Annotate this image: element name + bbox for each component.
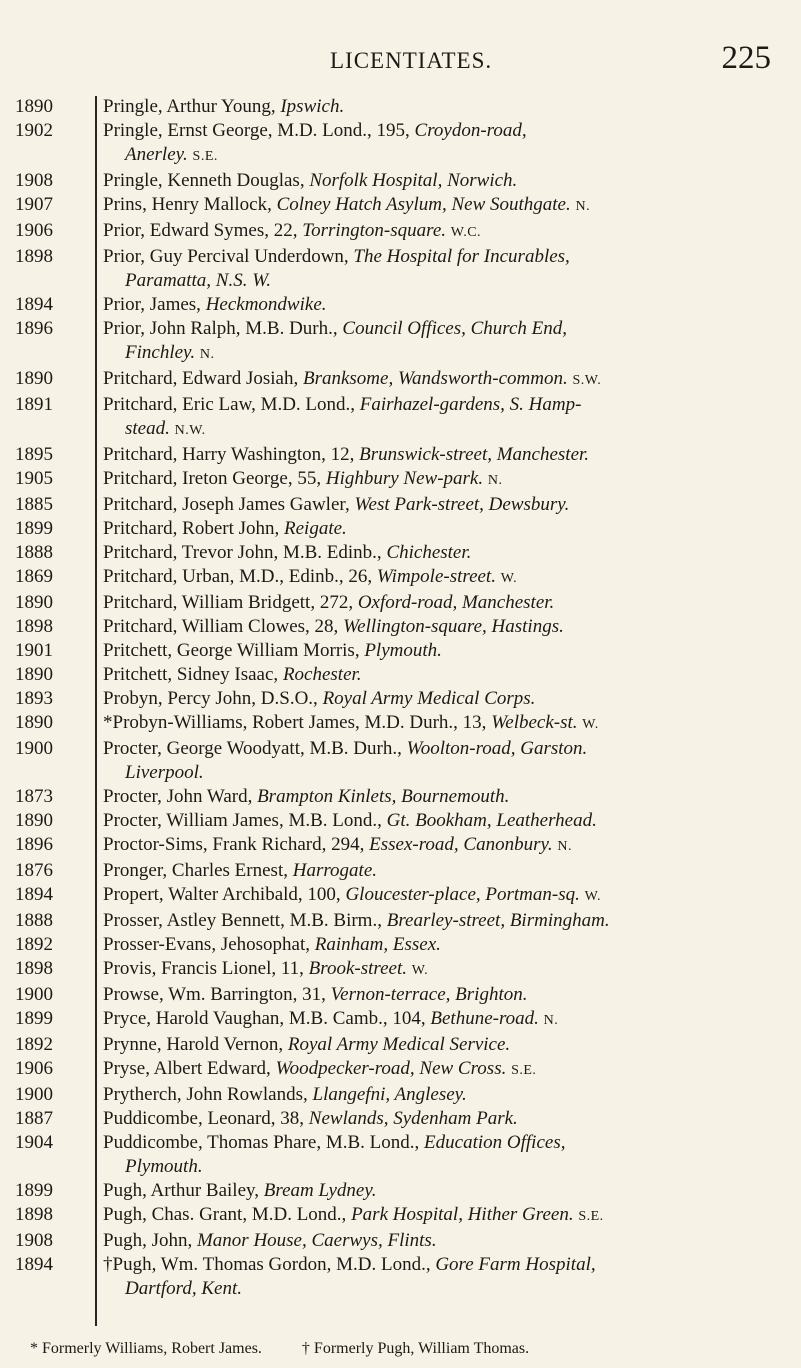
entry-text [95,663,793,687]
entry-row [0,663,801,687]
entry-text [95,367,793,393]
entry-address-continued: Paramatta, N.S. W. [125,270,272,291]
entry-year: 1873 [15,786,53,807]
entry-row [0,859,801,883]
entry-name: Puddicombe, Thomas Phare, M.B. Lond., [103,1132,420,1153]
entry-address: Norfolk Hospital, Norwich. [309,170,518,191]
entry-year: 1876 [15,860,53,881]
entry-address: Royal Army Medical Service. [287,1034,511,1055]
entry-year: 1895 [15,444,53,465]
entry-year: 1908 [15,170,53,191]
entry-text [95,809,793,833]
entry-text [95,687,793,711]
entry-address: The Hospital for Incurables, [353,246,570,267]
entry-year: 1892 [15,934,53,955]
entry-year: 1904 [15,1132,53,1153]
entry-postal-district: W. [584,889,602,904]
entry-name: Provis, Francis Lionel, 11, [103,958,304,979]
entry-text [95,859,793,883]
entry-row [0,119,801,169]
entry-text [95,1007,793,1033]
entry-row [0,517,801,541]
entry-name: Pritchard, Joseph James Gawler, [103,494,350,515]
entry-address: Council Offices, Church End, [342,318,568,339]
entry-year: 1908 [15,1230,53,1251]
entry-address: Education Offices, [424,1132,566,1153]
entry-name: Pritchard, Robert John, [103,518,280,539]
entry-name: Prosser, Astley Bennett, M.B. Birm., [103,910,382,931]
entry-postal-district: N. [575,199,591,214]
entry-text [95,1083,793,1107]
entry-year: 1899 [15,1008,53,1029]
entry-text [95,443,793,467]
entry-row [0,193,801,219]
entry-name: Pryce, Harold Vaughan, M.B. Camb., 104, [103,1008,426,1029]
entry-row [0,1253,801,1301]
entry-name: Pronger, Charles Ernest, [103,860,288,881]
entry-row [0,957,801,983]
entry-name: Prowse, Wm. Barrington, 31, [103,984,326,1005]
entry-postal-district: S.E. [192,149,218,164]
entry-year: 1888 [15,542,53,563]
entry-name: Pritchard, William Clowes, 28, [103,616,339,637]
entry-row [0,737,801,785]
entry-address-continued: stead. [125,418,170,439]
entry-text [95,317,793,367]
entry-text [95,883,793,909]
entry-year: 1869 [15,566,53,587]
entry-address: West Park-street, Dewsbury. [354,494,570,515]
entry-postal-district: W. [500,571,518,586]
footnote-star: * Formerly Williams, Robert James. [30,1340,262,1357]
entry-row [0,245,801,293]
entry-year: 1902 [15,120,53,141]
entry-name: Pritchard, Harry Washington, 12, [103,444,355,465]
entry-row [0,1229,801,1253]
entry-text [95,615,793,639]
entry-year: 1901 [15,640,53,661]
entry-year: 1890 [15,96,53,117]
entry-name: Prior, John Ralph, M.B. Durh., [103,318,338,339]
entry-postal-district: S.E. [578,1209,604,1224]
entry-row [0,293,801,317]
entry-row [0,1083,801,1107]
entry-text [95,193,793,219]
entry-text [95,1107,793,1131]
page-header [0,40,801,80]
entry-postal-district: W. [582,717,599,732]
entry-text [95,493,793,517]
entry-address: Plymouth. [364,640,442,661]
entry-address: Bream Lydney. [263,1180,377,1201]
entry-text [95,541,793,565]
entry-year: 1885 [15,494,53,515]
entry-address: Gore Farm Hospital, [435,1254,596,1275]
entry-row [0,615,801,639]
entry-row [0,1131,801,1179]
entry-row [0,1007,801,1033]
entry-name: Pritchard, Eric Law, M.D. Lond., [103,394,356,415]
entry-address: Newlands, Sydenham Park. [308,1108,518,1129]
entry-text [95,1203,793,1229]
entry-address: Oxford-road, Manchester. [357,592,555,613]
running-title: LICENTIATES. [330,48,493,73]
entry-row [0,219,801,245]
entry-row [0,393,801,443]
footnotes [30,1340,780,1358]
entry-address: Branksome, Wandsworth-common. [302,368,568,389]
entry-name: Puddicombe, Leonard, 38, [103,1108,305,1129]
entry-text [95,245,793,293]
entry-address: Manor House, Caerwys, Flints. [196,1230,437,1251]
entry-text [95,467,793,493]
entry-year: 1894 [15,1254,53,1275]
entry-year: 1898 [15,246,53,267]
entry-postal-district: S.W. [572,373,602,388]
entry-address-continued: Liverpool. [125,762,204,783]
entry-row [0,933,801,957]
entry-row [0,833,801,859]
entry-row [0,687,801,711]
entry-year: 1896 [15,318,53,339]
entry-name: Propert, Walter Archibald, 100, [103,884,341,905]
entry-address: Wimpole-street. [376,566,496,587]
licentiates-list [0,95,801,1301]
entry-text [95,169,793,193]
entry-year: 1890 [15,664,53,685]
entry-address-continued: Plymouth. [125,1156,203,1177]
entry-name: Pringle, Kenneth Douglas, [103,170,305,191]
entry-row [0,95,801,119]
entry-address: Brunswick-street, Manchester. [359,444,590,465]
entry-text [95,293,793,317]
entry-row [0,565,801,591]
entry-year: 1888 [15,910,53,931]
entry-address: Vernon-terrace, Brighton. [330,984,528,1005]
entry-name: Pringle, Arthur Young, [103,96,276,117]
entry-row [0,883,801,909]
entry-row [0,541,801,565]
entry-name: *Probyn-Williams, Robert James, M.D. Durh., 13, [103,712,487,733]
entry-address: Croydon-road, [414,120,527,141]
entry-address: Ipswich. [280,96,345,117]
entry-name: Pritchett, George William Morris, [103,640,360,661]
entry-year: 1898 [15,616,53,637]
entry-text [95,517,793,541]
entry-address: Woolton-road, Garston. [406,738,588,759]
entry-year: 1894 [15,294,53,315]
entry-address: Rainham, Essex. [314,934,441,955]
entry-address: Essex-road, Canonbury. [369,834,553,855]
entry-row [0,639,801,663]
entry-address-continued: Anerley. [125,144,188,165]
entry-name: Pugh, John, [103,1230,193,1251]
entry-name: Prins, Henry Mallock, [103,194,272,215]
entry-address: Wellington-square, Hastings. [343,616,564,637]
entry-text [95,1179,793,1203]
entry-row [0,909,801,933]
entry-address: Reigate. [284,518,347,539]
entry-text [95,785,793,809]
entry-row [0,169,801,193]
entry-text [95,219,793,245]
entry-postal-district: N. [557,839,572,854]
entry-address: Rochester. [282,664,362,685]
entry-row [0,785,801,809]
entry-postal-district: N. [199,347,215,362]
entry-name: Procter, William James, M.B. Lond., [103,810,382,831]
entry-year: 1892 [15,1034,53,1055]
entry-text [95,393,793,443]
entry-year: 1890 [15,592,53,613]
entry-address: Highbury New-park. [325,468,484,489]
entry-name: Pritchard, Trevor John, M.B. Edinb., [103,542,382,563]
entry-address: Brampton Kinlets, Bournemouth. [257,786,510,807]
entry-name: Probyn, Percy John, D.S.O., [103,688,318,709]
entry-name: Pryse, Albert Edward, [103,1058,271,1079]
entry-row [0,1203,801,1229]
entry-year: 1896 [15,834,53,855]
entry-address: Park Hospital, Hither Green. [351,1204,574,1225]
entry-year: 1906 [15,220,53,241]
entry-text [95,957,793,983]
entry-name: Prynne, Harold Vernon, [103,1034,284,1055]
entry-name: Prior, James, [103,294,201,315]
entry-address: Fairhazel-gardens, S. Hamp- [359,394,582,415]
entry-name: Prytherch, John Rowlands, [103,1084,308,1105]
entry-address-continued: Finchley. [125,342,196,363]
entry-name: Prior, Guy Percival Underdown, [103,246,349,267]
entry-text [95,95,793,119]
entry-text [95,1057,793,1083]
entry-postal-district: N. [487,473,503,488]
entry-text [95,591,793,615]
entry-text [95,119,793,169]
entry-address: Welbeck-st. [491,712,578,733]
entry-year: 1893 [15,688,53,709]
entry-text [95,1131,793,1179]
entry-name: Proctor-Sims, Frank Richard, 294, [103,834,365,855]
entry-year: 1898 [15,958,53,979]
entry-row [0,1179,801,1203]
entry-address: Harrogate. [292,860,378,881]
entry-address: Colney Hatch Asylum, New Southgate. [276,194,571,215]
entry-address: Royal Army Medical Corps. [322,688,536,709]
entry-name: Pritchett, Sidney Isaac, [103,664,279,685]
entry-year: 1890 [15,810,53,831]
entry-address-continued: Dartford, Kent. [125,1278,242,1299]
entry-text [95,737,793,785]
entry-year: 1905 [15,468,53,489]
entry-address: Gloucester-place, Portman-sq. [345,884,580,905]
entry-text [95,639,793,663]
entry-name: †Pugh, Wm. Thomas Gordon, M.D. Lond., [103,1254,431,1275]
entry-name: Pritchard, William Bridgett, 272, [103,592,354,613]
entry-row [0,1057,801,1083]
entry-name: Procter, George Woodyatt, M.B. Durh., [103,738,402,759]
entry-name: Prior, Edward Symes, 22, [103,220,298,241]
entry-text [95,983,793,1007]
entry-name: Procter, John Ward, [103,786,253,807]
entry-address: Brook-street. [308,958,407,979]
entry-name: Pringle, Ernst George, M.D. Lond., 195, [103,120,410,141]
entry-text [95,1033,793,1057]
entry-name: Pugh, Chas. Grant, M.D. Lond., [103,1204,347,1225]
entry-address: Chichester. [386,542,472,563]
entry-text [95,933,793,957]
entry-postal-district: N. [543,1013,559,1028]
entry-text [95,1253,793,1301]
entry-text [95,833,793,859]
entry-row [0,467,801,493]
entry-row [0,809,801,833]
entry-row [0,367,801,393]
entry-year: 1900 [15,984,53,1005]
entry-year: 1907 [15,194,53,215]
entry-row [0,1107,801,1131]
entry-text [95,711,793,737]
entry-year: 1899 [15,518,53,539]
entry-row [0,443,801,467]
entry-address: Woodpecker-road, New Cross. [275,1058,507,1079]
entry-address: Gt. Bookham, Leatherhead. [386,810,597,831]
page-number: 225 [721,40,771,76]
entry-row [0,1033,801,1057]
entry-year: 1890 [15,368,53,389]
entry-row [0,591,801,615]
entry-row [0,493,801,517]
entry-postal-district: S.E. [511,1063,537,1078]
entry-row [0,317,801,367]
entry-name: Pritchard, Edward Josiah, [103,368,299,389]
entry-text [95,1229,793,1253]
entry-name: Pritchard, Urban, M.D., Edinb., 26, [103,566,373,587]
entry-year: 1894 [15,884,53,905]
entry-year: 1899 [15,1180,53,1201]
entry-address: Llangefni, Anglesey. [312,1084,467,1105]
entry-address: Brearley-street, Birmingham. [386,910,610,931]
entry-text [95,909,793,933]
entry-year: 1898 [15,1204,53,1225]
entry-row [0,711,801,737]
entry-address: Torrington-square. [302,220,447,241]
entry-year: 1890 [15,712,53,733]
entry-postal-district: W.C. [450,225,482,240]
entry-name: Pugh, Arthur Bailey, [103,1180,260,1201]
entry-year: 1891 [15,394,53,415]
entry-year: 1900 [15,738,53,759]
entry-name: Prosser-Evans, Jehosophat, [103,934,311,955]
entry-name: Pritchard, Ireton George, 55, [103,468,322,489]
entry-address: Bethune-road. [430,1008,539,1029]
entry-row [0,983,801,1007]
entry-year: 1887 [15,1108,53,1129]
entry-text [95,565,793,591]
footnote-dagger: † Formerly Pugh, William Thomas. [301,1340,530,1357]
entry-postal-district: W. [411,963,429,978]
entry-year: 1900 [15,1084,53,1105]
entry-address: Heckmondwike. [205,294,327,315]
entry-postal-district: N.W. [174,423,206,438]
entry-year: 1906 [15,1058,53,1079]
